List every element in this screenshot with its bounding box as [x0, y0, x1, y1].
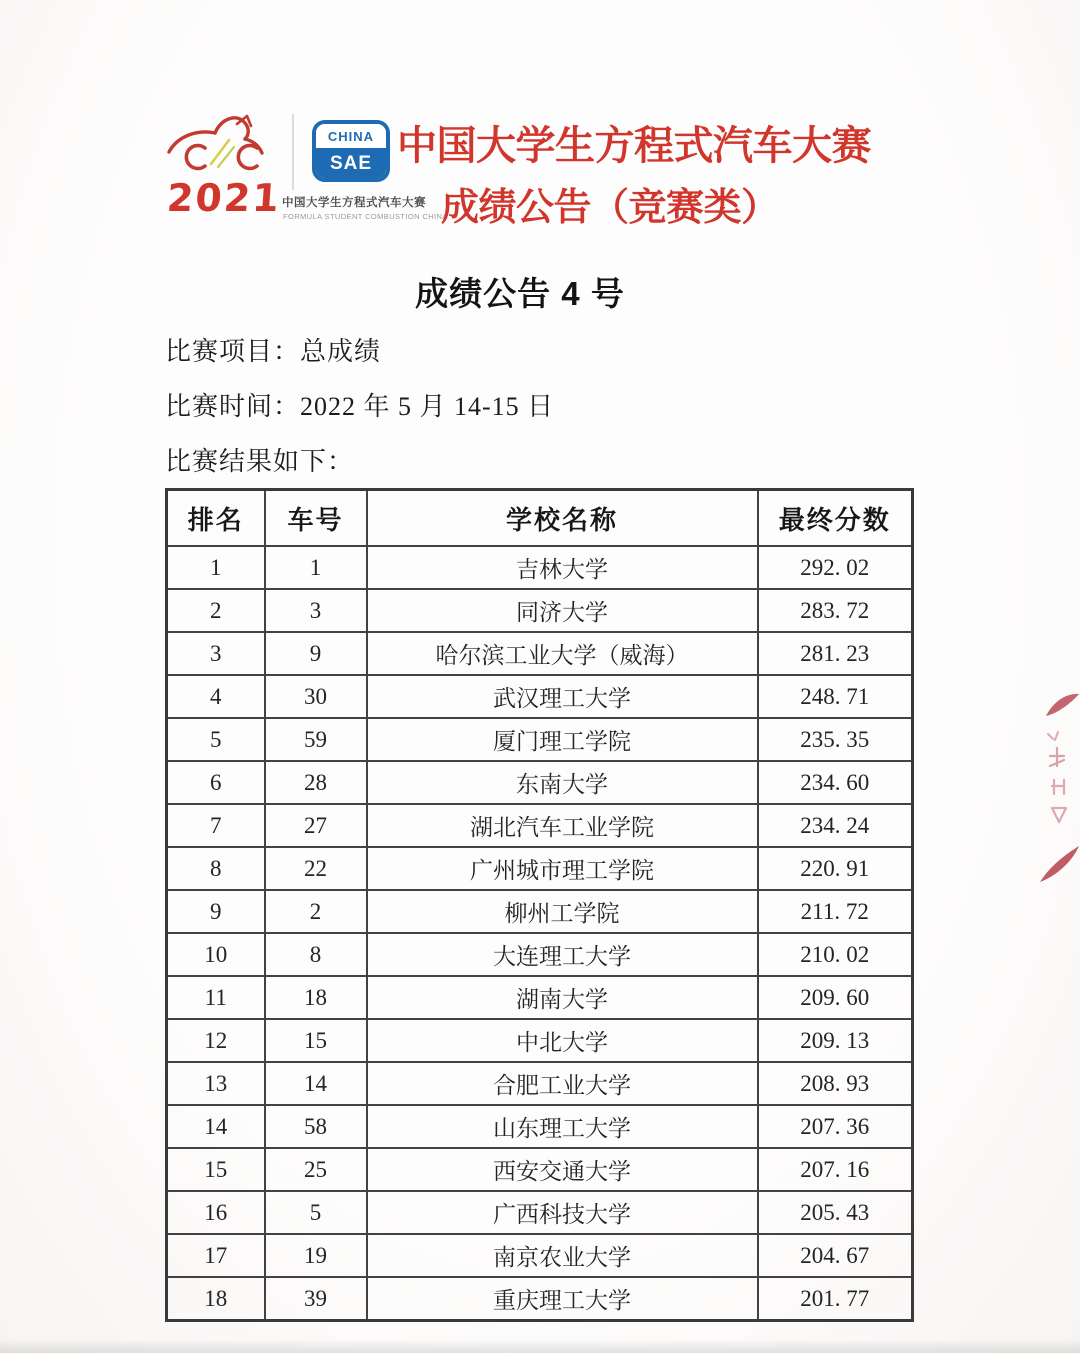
- school-name-cell: 吉林大学: [367, 546, 758, 589]
- school-name-cell: 合肥工业大学: [367, 1062, 758, 1105]
- results-table-body: [167, 546, 913, 1321]
- car-number-cell: 30: [265, 675, 367, 718]
- rank-cell: 17: [167, 1234, 265, 1277]
- final-score-cell: 205. 43: [758, 1191, 913, 1234]
- table-row: [167, 976, 913, 1019]
- school-name-cell: 东南大学: [367, 761, 758, 804]
- rank-cell: 5: [167, 718, 265, 761]
- results-line: 比赛结果如下：: [165, 447, 355, 476]
- car-number-cell: 58: [265, 1105, 367, 1148]
- school-name-cell: 湖北汽车工业学院: [367, 804, 758, 847]
- school-name-cell: 中北大学: [367, 1019, 758, 1062]
- table-row: [167, 718, 913, 761]
- final-score-cell: 201. 77: [758, 1277, 913, 1321]
- logo-divider: [292, 114, 294, 190]
- car-number-column-header: 车号: [265, 490, 367, 547]
- final-score-cell: 207. 16: [758, 1148, 913, 1191]
- car-number-cell: 14: [265, 1062, 367, 1105]
- rank-cell: 15: [167, 1148, 265, 1191]
- final-score-cell: 234. 24: [758, 804, 913, 847]
- car-number-cell: 59: [265, 718, 367, 761]
- table-row: [167, 804, 913, 847]
- table-row: [167, 1105, 913, 1148]
- table-row: [167, 1277, 913, 1321]
- school-name-cell: 广州城市理工学院: [367, 847, 758, 890]
- rank-column-header: 排名: [167, 490, 265, 547]
- event-line: 比赛项目：总成绩: [165, 337, 382, 366]
- car-number-cell: 18: [265, 976, 367, 1019]
- badge-china-label: CHINA: [316, 124, 386, 150]
- car-number-cell: 1: [265, 546, 367, 589]
- school-name-cell: 柳州工学院: [367, 890, 758, 933]
- rank-cell: 7: [167, 804, 265, 847]
- car-number-cell: 3: [265, 589, 367, 632]
- red-stamp-fragment: [1034, 690, 1080, 885]
- results-table: [165, 488, 914, 1322]
- school-name-cell: 武汉理工大学: [367, 675, 758, 718]
- table-row: [167, 675, 913, 718]
- badge-sae-label: SAE: [316, 150, 386, 178]
- final-score-cell: 281. 23: [758, 632, 913, 675]
- announcement-title: 成绩公告 4 号: [415, 275, 625, 312]
- car-number-cell: 28: [265, 761, 367, 804]
- car-number-cell: 27: [265, 804, 367, 847]
- rank-cell: 11: [167, 976, 265, 1019]
- org-name-cn: 中国大学生方程式汽车大赛: [282, 197, 426, 209]
- table-row: [167, 1019, 913, 1062]
- table-row: [167, 1062, 913, 1105]
- car-number-cell: 15: [265, 1019, 367, 1062]
- table-row: [167, 1191, 913, 1234]
- school-name-column-header: 学校名称: [367, 490, 758, 547]
- table-row: [167, 632, 913, 675]
- table-row: [167, 1234, 913, 1277]
- final-score-cell: 207. 36: [758, 1105, 913, 1148]
- school-name-cell: 广西科技大学: [367, 1191, 758, 1234]
- car-number-cell: 22: [265, 847, 367, 890]
- school-name-cell: 重庆理工大学: [367, 1277, 758, 1321]
- table-row: [167, 847, 913, 890]
- rank-cell: 14: [167, 1105, 265, 1148]
- rank-cell: 6: [167, 761, 265, 804]
- final-score-cell: 235. 35: [758, 718, 913, 761]
- final-score-cell: 292. 02: [758, 546, 913, 589]
- rank-cell: 10: [167, 933, 265, 976]
- rank-cell: 8: [167, 847, 265, 890]
- school-name-cell: 大连理工大学: [367, 933, 758, 976]
- school-name-cell: 西安交通大学: [367, 1148, 758, 1191]
- car-number-cell: 2: [265, 890, 367, 933]
- final-score-cell: 283. 72: [758, 589, 913, 632]
- rank-cell: 16: [167, 1191, 265, 1234]
- school-name-cell: 山东理工大学: [367, 1105, 758, 1148]
- rank-cell: 18: [167, 1277, 265, 1321]
- final-score-cell: 209. 60: [758, 976, 913, 1019]
- car-number-cell: 25: [265, 1148, 367, 1191]
- car-number-cell: 8: [265, 933, 367, 976]
- date-line: 比赛时间：2022 年 5 月 14-15 日: [165, 392, 555, 421]
- car-number-cell: 19: [265, 1234, 367, 1277]
- car-number-cell: 5: [265, 1191, 367, 1234]
- school-name-cell: 南京农业大学: [367, 1234, 758, 1277]
- table-header-row: [167, 490, 913, 547]
- school-name-cell: 厦门理工学院: [367, 718, 758, 761]
- car-number-cell: 39: [265, 1277, 367, 1321]
- final-score-cell: 248. 71: [758, 675, 913, 718]
- final-score-cell: 211. 72: [758, 890, 913, 933]
- china-sae-badge: [312, 120, 390, 182]
- table-row: [167, 933, 913, 976]
- rank-cell: 3: [167, 632, 265, 675]
- final-score-cell: 204. 67: [758, 1234, 913, 1277]
- school-name-cell: 哈尔滨工业大学（威海）: [367, 632, 758, 675]
- rank-cell: 12: [167, 1019, 265, 1062]
- org-name-en: FORMULA STUDENT COMBUSTION CHINA: [283, 212, 448, 221]
- rank-cell: 2: [167, 589, 265, 632]
- table-row: [167, 890, 913, 933]
- rank-cell: 1: [167, 546, 265, 589]
- school-name-cell: 同济大学: [367, 589, 758, 632]
- table-row: [167, 761, 913, 804]
- rank-cell: 4: [167, 675, 265, 718]
- photo-bottom-edge-shading: [0, 1339, 1080, 1353]
- car-number-cell: 9: [265, 632, 367, 675]
- main-title-line1: 中国大学生方程式汽车大赛: [397, 124, 871, 168]
- rank-cell: 13: [167, 1062, 265, 1105]
- final-score-cell: 234. 60: [758, 761, 913, 804]
- table-row: [167, 1148, 913, 1191]
- final-score-cell: 208. 93: [758, 1062, 913, 1105]
- main-title-line2: 成绩公告（竞赛类）: [441, 187, 779, 229]
- fsc-car-logo: [163, 110, 273, 180]
- final-score-cell: 210. 02: [758, 933, 913, 976]
- final-score-cell: 209. 13: [758, 1019, 913, 1062]
- rank-cell: 9: [167, 890, 265, 933]
- final-score-cell: 220. 91: [758, 847, 913, 890]
- final-score-column-header: 最终分数: [758, 490, 913, 547]
- year-label: 2021: [165, 176, 283, 220]
- school-name-cell: 湖南大学: [367, 976, 758, 1019]
- table-row: [167, 546, 913, 589]
- table-row: [167, 589, 913, 632]
